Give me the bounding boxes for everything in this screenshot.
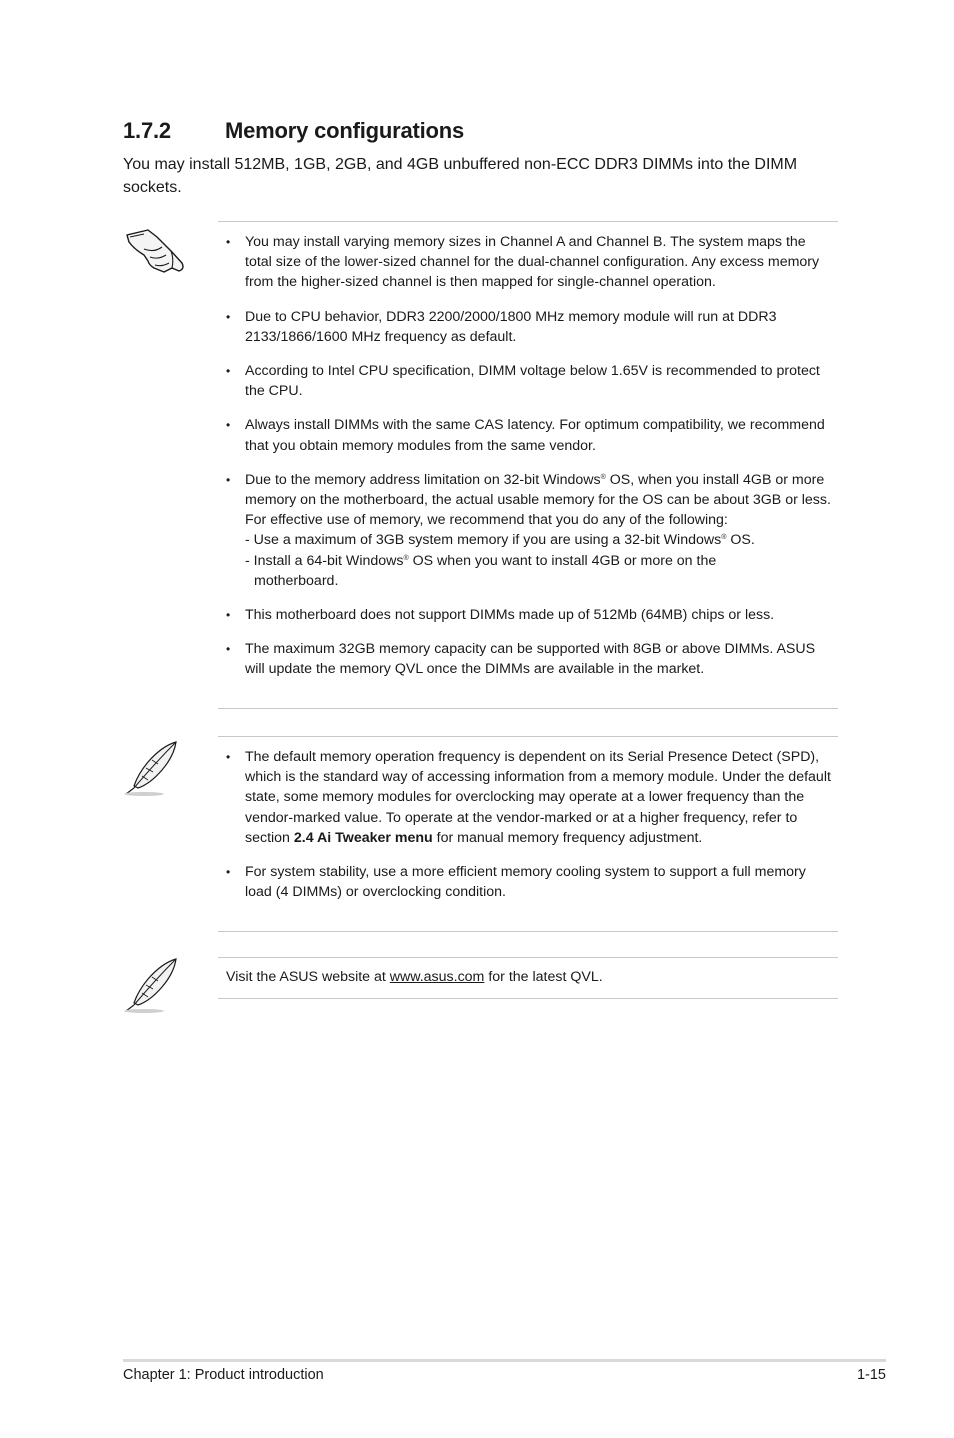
note-text-pre: The default memory operation frequency is dependent on its Serial Presence Detect (SPD), which is the standard way of accessing information from a memory module. Under the default state, some memory modules for overclocking may operate at a lower frequency than the vendor-marked value. To operate at the vendor-marked or at a higher frequency, refer to section (245, 749, 831, 846)
list-item: • You may install varying memory sizes in Channel A and Channel B. The system maps the total size of the lower-sized channel for the dual-channel configuration. Any excess memory from the higher-sized channel is then mapped for single-channel operation. (218, 232, 835, 293)
feather-pen-icon (122, 740, 180, 798)
footer-chapter: Chapter 1: Product introduction (123, 1367, 324, 1383)
registered-mark: ® (403, 554, 409, 562)
footer-divider (123, 1359, 886, 1362)
important-box (218, 221, 838, 709)
note-box (218, 736, 838, 932)
list-item: • The maximum 32GB memory capacity can be supported with 8GB or above DIMMs. ASUS will update the memory QVL once the DIMMs are available in the market. (218, 639, 835, 679)
windows-sub-item-2-cont: motherboard. (254, 572, 339, 589)
qvl-text-post: for the latest QVL. (484, 969, 603, 985)
section-title (123, 118, 464, 144)
registered-mark: ® (721, 534, 727, 542)
list-item: • According to Intel CPU specification, DIMM voltage below 1.65V is recommended to protect the CPU. (218, 361, 835, 401)
hand-pointing-icon (124, 225, 186, 275)
asus-website-link[interactable]: www.asus.com (389, 969, 485, 985)
windows-sub-item-1 (245, 530, 835, 550)
section-reference: 2.4 Ai Tweaker menu (293, 829, 433, 846)
intro-paragraph: You may install 512MB, 1GB, 2GB, and 4GB unbuffered non-ECC DDR3 DIMMs into the DIMM sockets. (123, 156, 798, 196)
list-item (218, 747, 835, 848)
list-item: • For system stability, use a more efficient memory cooling system to support a full memory load (4 DIMMs) or overclocking condition. (218, 862, 835, 902)
feather-pen-icon (122, 957, 180, 1015)
qvl-box (218, 957, 838, 999)
sub-item-text: - Use a maximum of 3GB system memory if you are using a 32-bit Windows (245, 532, 722, 549)
note-list (218, 747, 838, 902)
windows-text-b: OS, when you install 4GB or more memory on the motherboard, the actual usable memory for the OS can be about 3GB or less. For effective use of memory, we recommend that you do any of the following: (245, 471, 831, 529)
sub-item-text: - Install a 64-bit Windows (245, 552, 404, 569)
windows-text-a: Due to the memory address limitation on 32-bit Windows (245, 471, 601, 488)
windows-sub-item-2 (245, 551, 835, 571)
section-heading: Memory configurations (225, 118, 465, 143)
important-list (218, 232, 838, 680)
list-item: • This motherboard does not support DIMMs made up of 512Mb (64MB) chips or less. (218, 605, 835, 625)
qvl-text-pre: Visit the ASUS website at (226, 969, 390, 985)
list-item-windows (218, 470, 835, 591)
sub-item-text: OS. (726, 532, 755, 549)
section-number: 1.7.2 (123, 118, 171, 143)
qvl-text (226, 969, 603, 985)
list-item: • Due to CPU behavior, DDR3 2200/2000/1800 MHz memory module will run at DDR3 2133/1866/1600 MHz frequency as default. (218, 307, 835, 347)
page-number: 1-15 (856, 1367, 886, 1383)
list-item: • Always install DIMMs with the same CAS latency. For optimum compatibility, we recommend that you obtain memory modules from the same vendor. (218, 415, 835, 455)
note-text-post: for manual memory frequency adjustment. (432, 829, 703, 846)
sub-item-text: OS when you want to install 4GB or more on the (408, 552, 717, 569)
registered-mark: ® (600, 473, 606, 481)
